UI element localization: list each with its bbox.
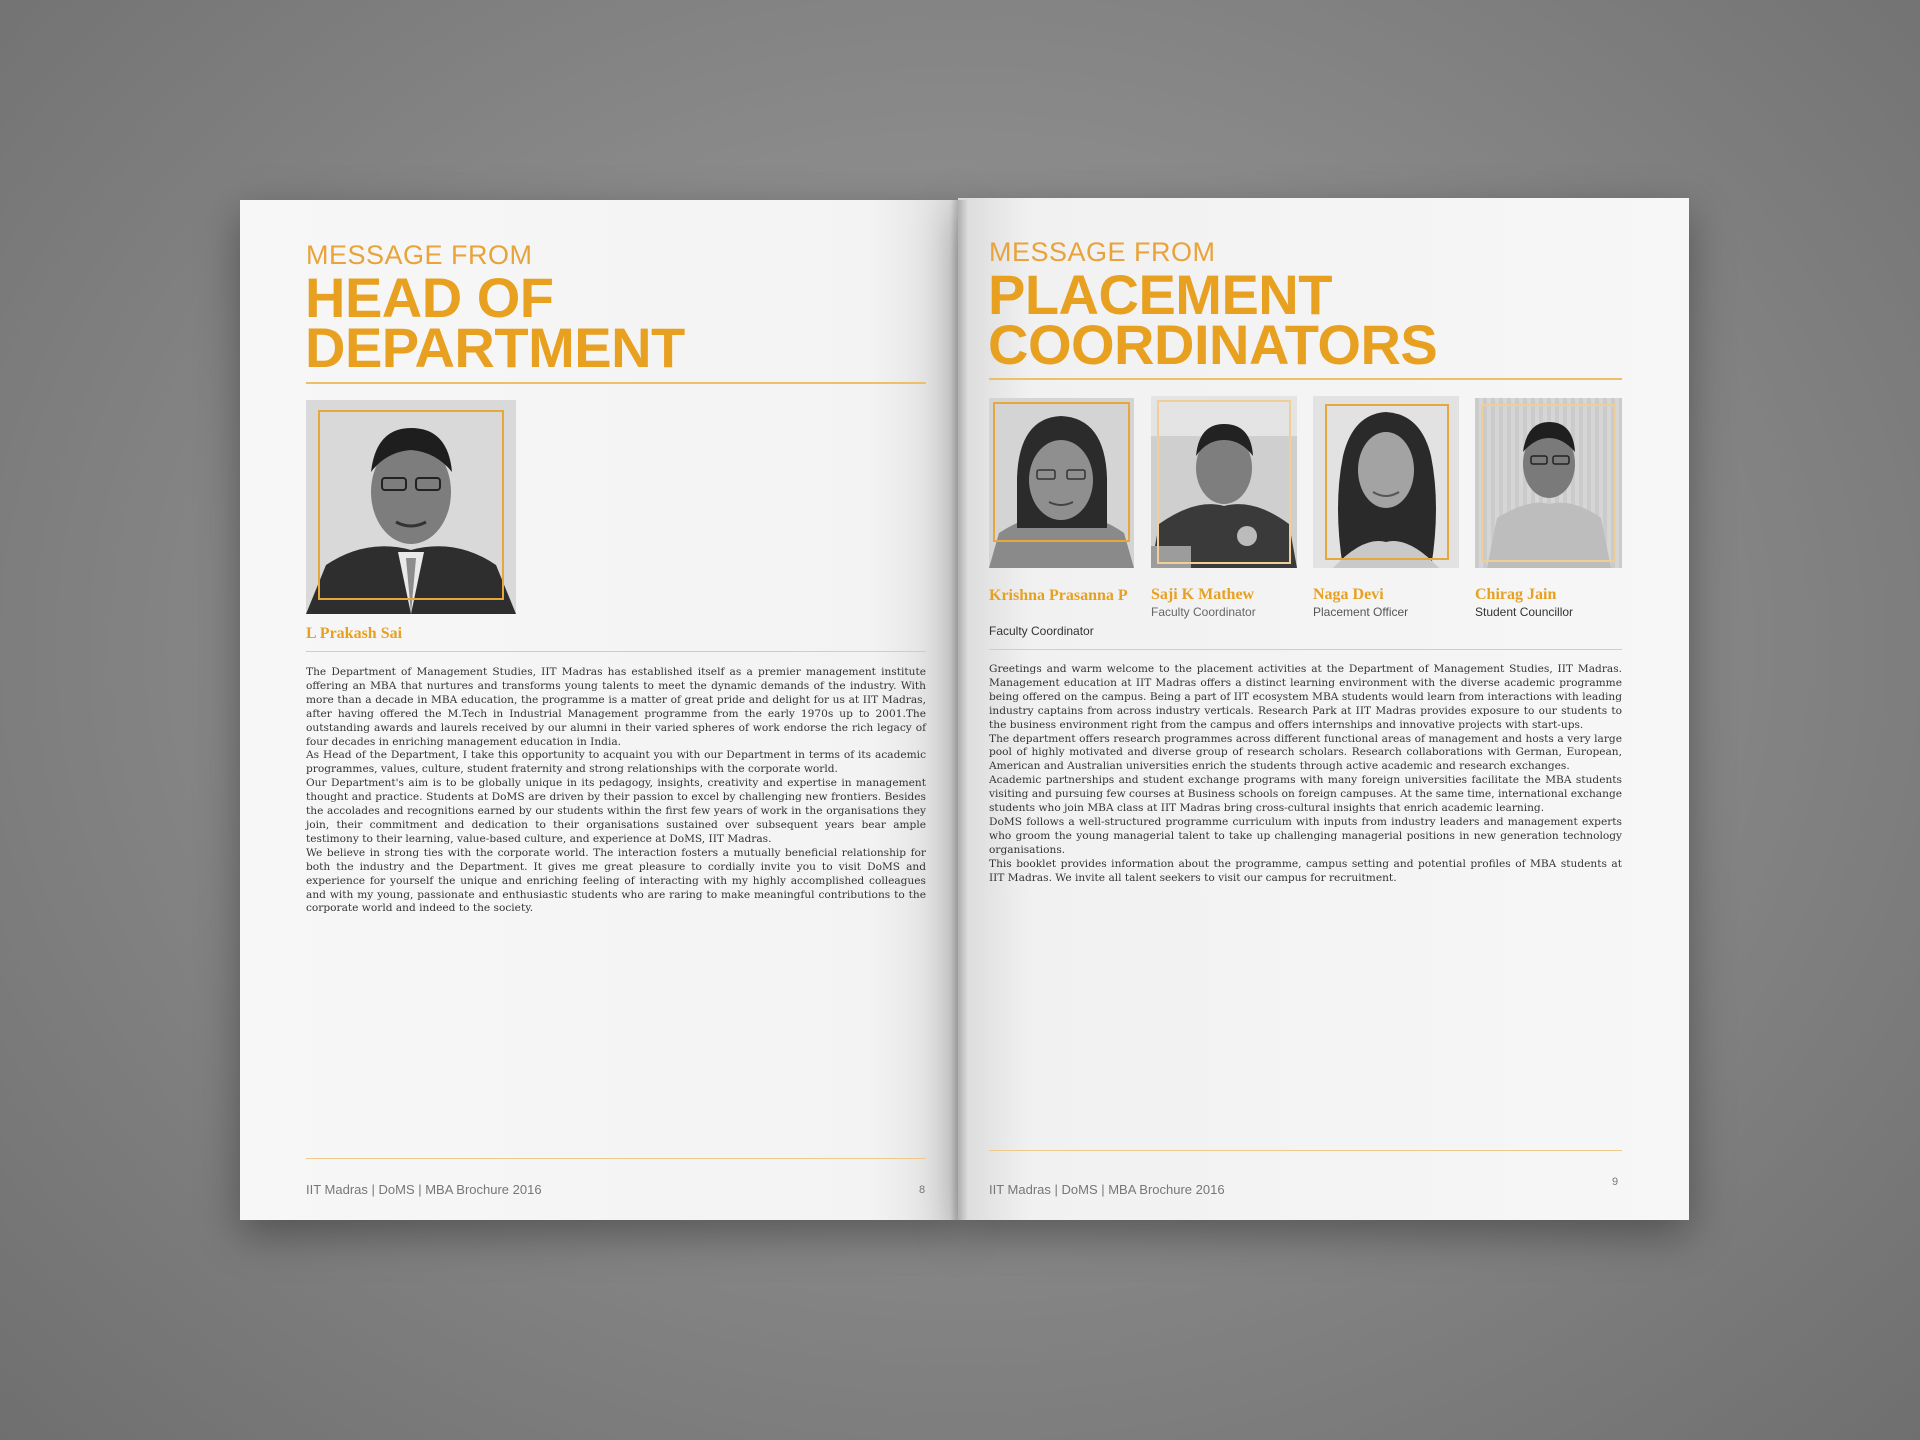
- left-heading-line1: HEAD OF: [305, 266, 554, 329]
- placement-paragraph-2: The department offers research programmes across different functional areas of management and hosts a very large pool of highly motivated and diverse group of research scholars. Research collaborations with German, European, American and Australian universities enrich the students through active academic and research exchanges.: [989, 732, 1622, 773]
- coordinator-1-role: Faculty Coordinator: [989, 624, 1094, 638]
- placement-paragraph-4: DoMS follows a well-structured programme curriculum with inputs from industry leaders and management experts who groom the young managerial talent to take up challenging managerial positions in new generation technology organisations.: [989, 815, 1622, 856]
- portrait-frame: [1325, 404, 1449, 560]
- portrait-frame: [1481, 404, 1616, 562]
- portrait-photo-hod: [306, 400, 516, 614]
- right-heading-line1: PLACEMENT: [988, 263, 1332, 326]
- placement-message-body: [989, 663, 1622, 886]
- portrait-frame: [1157, 400, 1291, 564]
- right-heading-line2: COORDINATORS: [988, 313, 1438, 376]
- portrait-photo-naga: [1313, 396, 1459, 568]
- hod-name: L Prakash Sai: [306, 625, 403, 642]
- hod-paragraph-3: Our Department's aim is to be globally unique in its pedagogy, insights, creativity and expertise in management thought and practice. Students at DoMS are driven by their passion to excel by challenging new frontiers. Besides the accolades and recognitions earned by our students within the first few years of work in the organisations they join, their commitment and dedication to their organisations sustained over subsequent years bear ample testimony to their learning, value-based culture, and experience at DoMS, IIT Madras.: [306, 777, 926, 845]
- portrait-photo-saji: [1151, 396, 1297, 568]
- coordinator-2-role: Faculty Coordinator: [1151, 605, 1256, 619]
- portrait-frame: [318, 410, 504, 600]
- book-spine: [950, 200, 968, 1220]
- coordinator-4-role: Student Councillor: [1475, 605, 1574, 619]
- right-page-number: 9: [1612, 1176, 1619, 1188]
- right-heading-small: MESSAGE FROM: [989, 237, 1216, 267]
- placement-paragraph-1: Greetings and warm welcome to the placement activities at the Department of Management Studies, IIT Madras. Management education at IIT Madras offers a distinct learning environment with the diverse academic programme being offered on the campus. Being a part of IIT ecosystem MBA students would learn from interactions with leading industry captains from across industry verticals. Research Park at IIT Madras provides exposure to our students to the business environment right from the campus and offers internships and innovative projects with start-ups.: [989, 663, 1622, 731]
- right-footer-rule: [989, 1150, 1622, 1151]
- right-footer-text: IIT Madras | DoMS | MBA Brochure 2016: [989, 1182, 1225, 1197]
- hod-paragraph-4: We believe in strong ties with the corporate world. The interaction fosters a mutually beneficial relationship for both the industry and the Department. It gives me great pleasure to cordially invite you to visit DoMS and experience for yourself the unique and enriching feeling of interacting with my highly accomplished colleagues and with my young, passionate and enthusiastic students who are raring to make meaningful contributions to the corporate world and indeed to the society.: [306, 846, 926, 915]
- coordinator-3-name: Naga Devi: [1313, 586, 1384, 603]
- coordinator-2-name: Saji K Mathew: [1151, 586, 1255, 603]
- portrait-photo-krishna: [989, 398, 1134, 568]
- hod-paragraph-2: As Head of the Department, I take this opportunity to acquaint you with our Department in terms of its academic programmes, values, culture, student fraternity and strong relationships with the corporate world.: [306, 749, 926, 776]
- left-footer-text: IIT Madras | DoMS | MBA Brochure 2016: [306, 1182, 542, 1197]
- left-divider: [306, 651, 926, 652]
- coordinator-1-name: Krishna Prasanna P: [989, 587, 1128, 604]
- left-heading-small: MESSAGE FROM: [306, 240, 533, 270]
- hod-message-body: [306, 666, 926, 916]
- portrait-frame: [993, 402, 1130, 542]
- left-page-number: 8: [919, 1184, 926, 1196]
- left-heading-line2: DEPARTMENT: [305, 316, 685, 379]
- coordinator-4-name: Chirag Jain: [1475, 586, 1557, 603]
- hod-paragraph-1: The Department of Management Studies, IIT Madras has established itself as a premier management institute offering an MBA that nurtures and transforms young talents to meet the dynamic demands of the industry. With more than a decade in MBA education, the programme is a matter of great pride and delight for us at IIT Madras, after having offered the M.Tech in Industrial Management programme from the early 1970s up to 2001.The outstanding awards and laurels received by our alumni in their varied spheres of work endorse the rich legacy of four decades in enriching management education in India.: [306, 666, 926, 748]
- placement-paragraph-5: This booklet provides information about the programme, campus setting and potential profiles of MBA students at IIT Madras. We invite all talent seekers to visit our campus for recruitment.: [989, 857, 1622, 884]
- placement-paragraph-3: Academic partnerships and student exchange programs with many foreign universities facilitate the MBA students visiting and pursuing few courses at Business schools on foreign campuses. At the same time, international exchange students who join MBA class at IIT Madras bring cross-cultural insights that enrich academic learning.: [989, 774, 1622, 815]
- right-divider: [989, 649, 1622, 650]
- left-footer-rule: [306, 1158, 926, 1159]
- right-heading-rule: [989, 378, 1622, 380]
- left-heading-rule: [306, 382, 926, 384]
- portrait-photo-chirag: [1475, 398, 1622, 568]
- coordinator-3-role: Placement Officer: [1313, 605, 1409, 619]
